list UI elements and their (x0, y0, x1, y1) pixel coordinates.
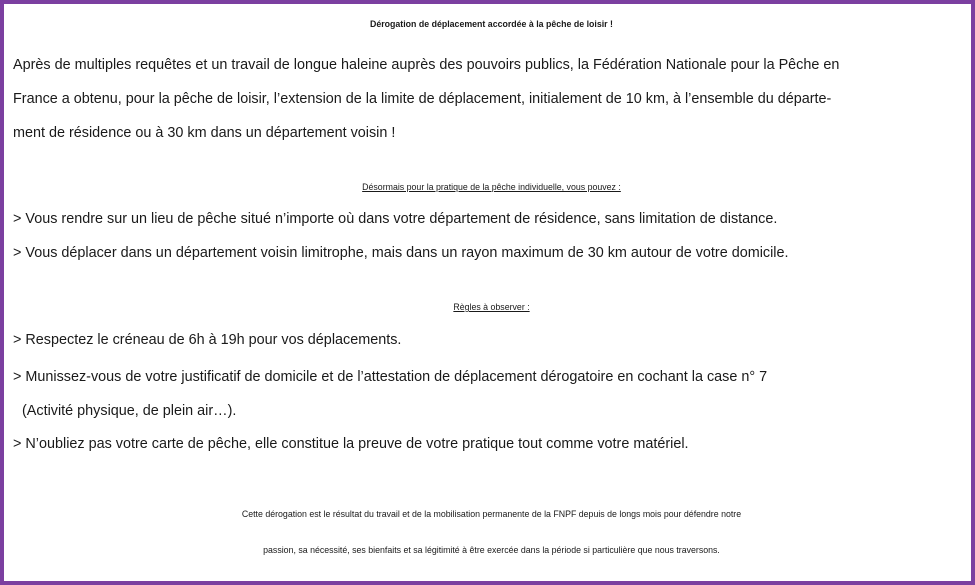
document-title: Dérogation de déplacement accordée à la pêche de loisir ! (370, 19, 613, 29)
intro-line-1: Après de multiples requêtes et un travail de longue haleine auprès des pouvoirs publics, la Fédération Nationale pour la Pêche en (13, 57, 840, 73)
intro-line-2: France a obtenu, pour la pêche de loisir, l’extension de la limite de déplacement, initialement de 10 km, à l’ensemble du départe- (13, 91, 832, 107)
section2-item-2: > Munissez-vous de votre justificatif de domicile et de l’attestation de déplacement dérogatoire en cochant la case n° 7 (13, 369, 768, 385)
conclusion-line-1: Cette dérogation est le résultat du travail et de la mobilisation permanente de la FNPF depuis de longs mois pour défendre notre (241, 509, 742, 519)
section1-item-2: > Vous déplacer dans un département voisin limitrophe, mais dans un rayon maximum de 30 km autour de votre domicile. (13, 245, 789, 261)
section2-item-3: > N’oubliez pas votre carte de pêche, elle constitue la preuve de votre pratique tout comme votre matériel. (13, 436, 689, 452)
section2-heading: Règles à observer : (453, 302, 530, 312)
intro-line-3: ment de résidence ou à 30 km dans un département voisin ! (13, 125, 396, 141)
section2-item-1: > Respectez le créneau de 6h à 19h pour vos déplacements. (13, 332, 402, 348)
section1-item-1: > Vous rendre sur un lieu de pêche situé n’importe où dans votre département de résidence, sans limitation de distance. (13, 211, 778, 227)
section2-item-2-continuation: (Activité physique, de plein air…). (22, 403, 237, 419)
section1-heading: Désormais pour la pratique de la pêche individuelle, vous pouvez : (362, 182, 621, 192)
conclusion-line-2: passion, sa nécessité, ses bienfaits et sa légitimité à être exercée dans la période si particulière que nous traversons. (263, 545, 720, 555)
